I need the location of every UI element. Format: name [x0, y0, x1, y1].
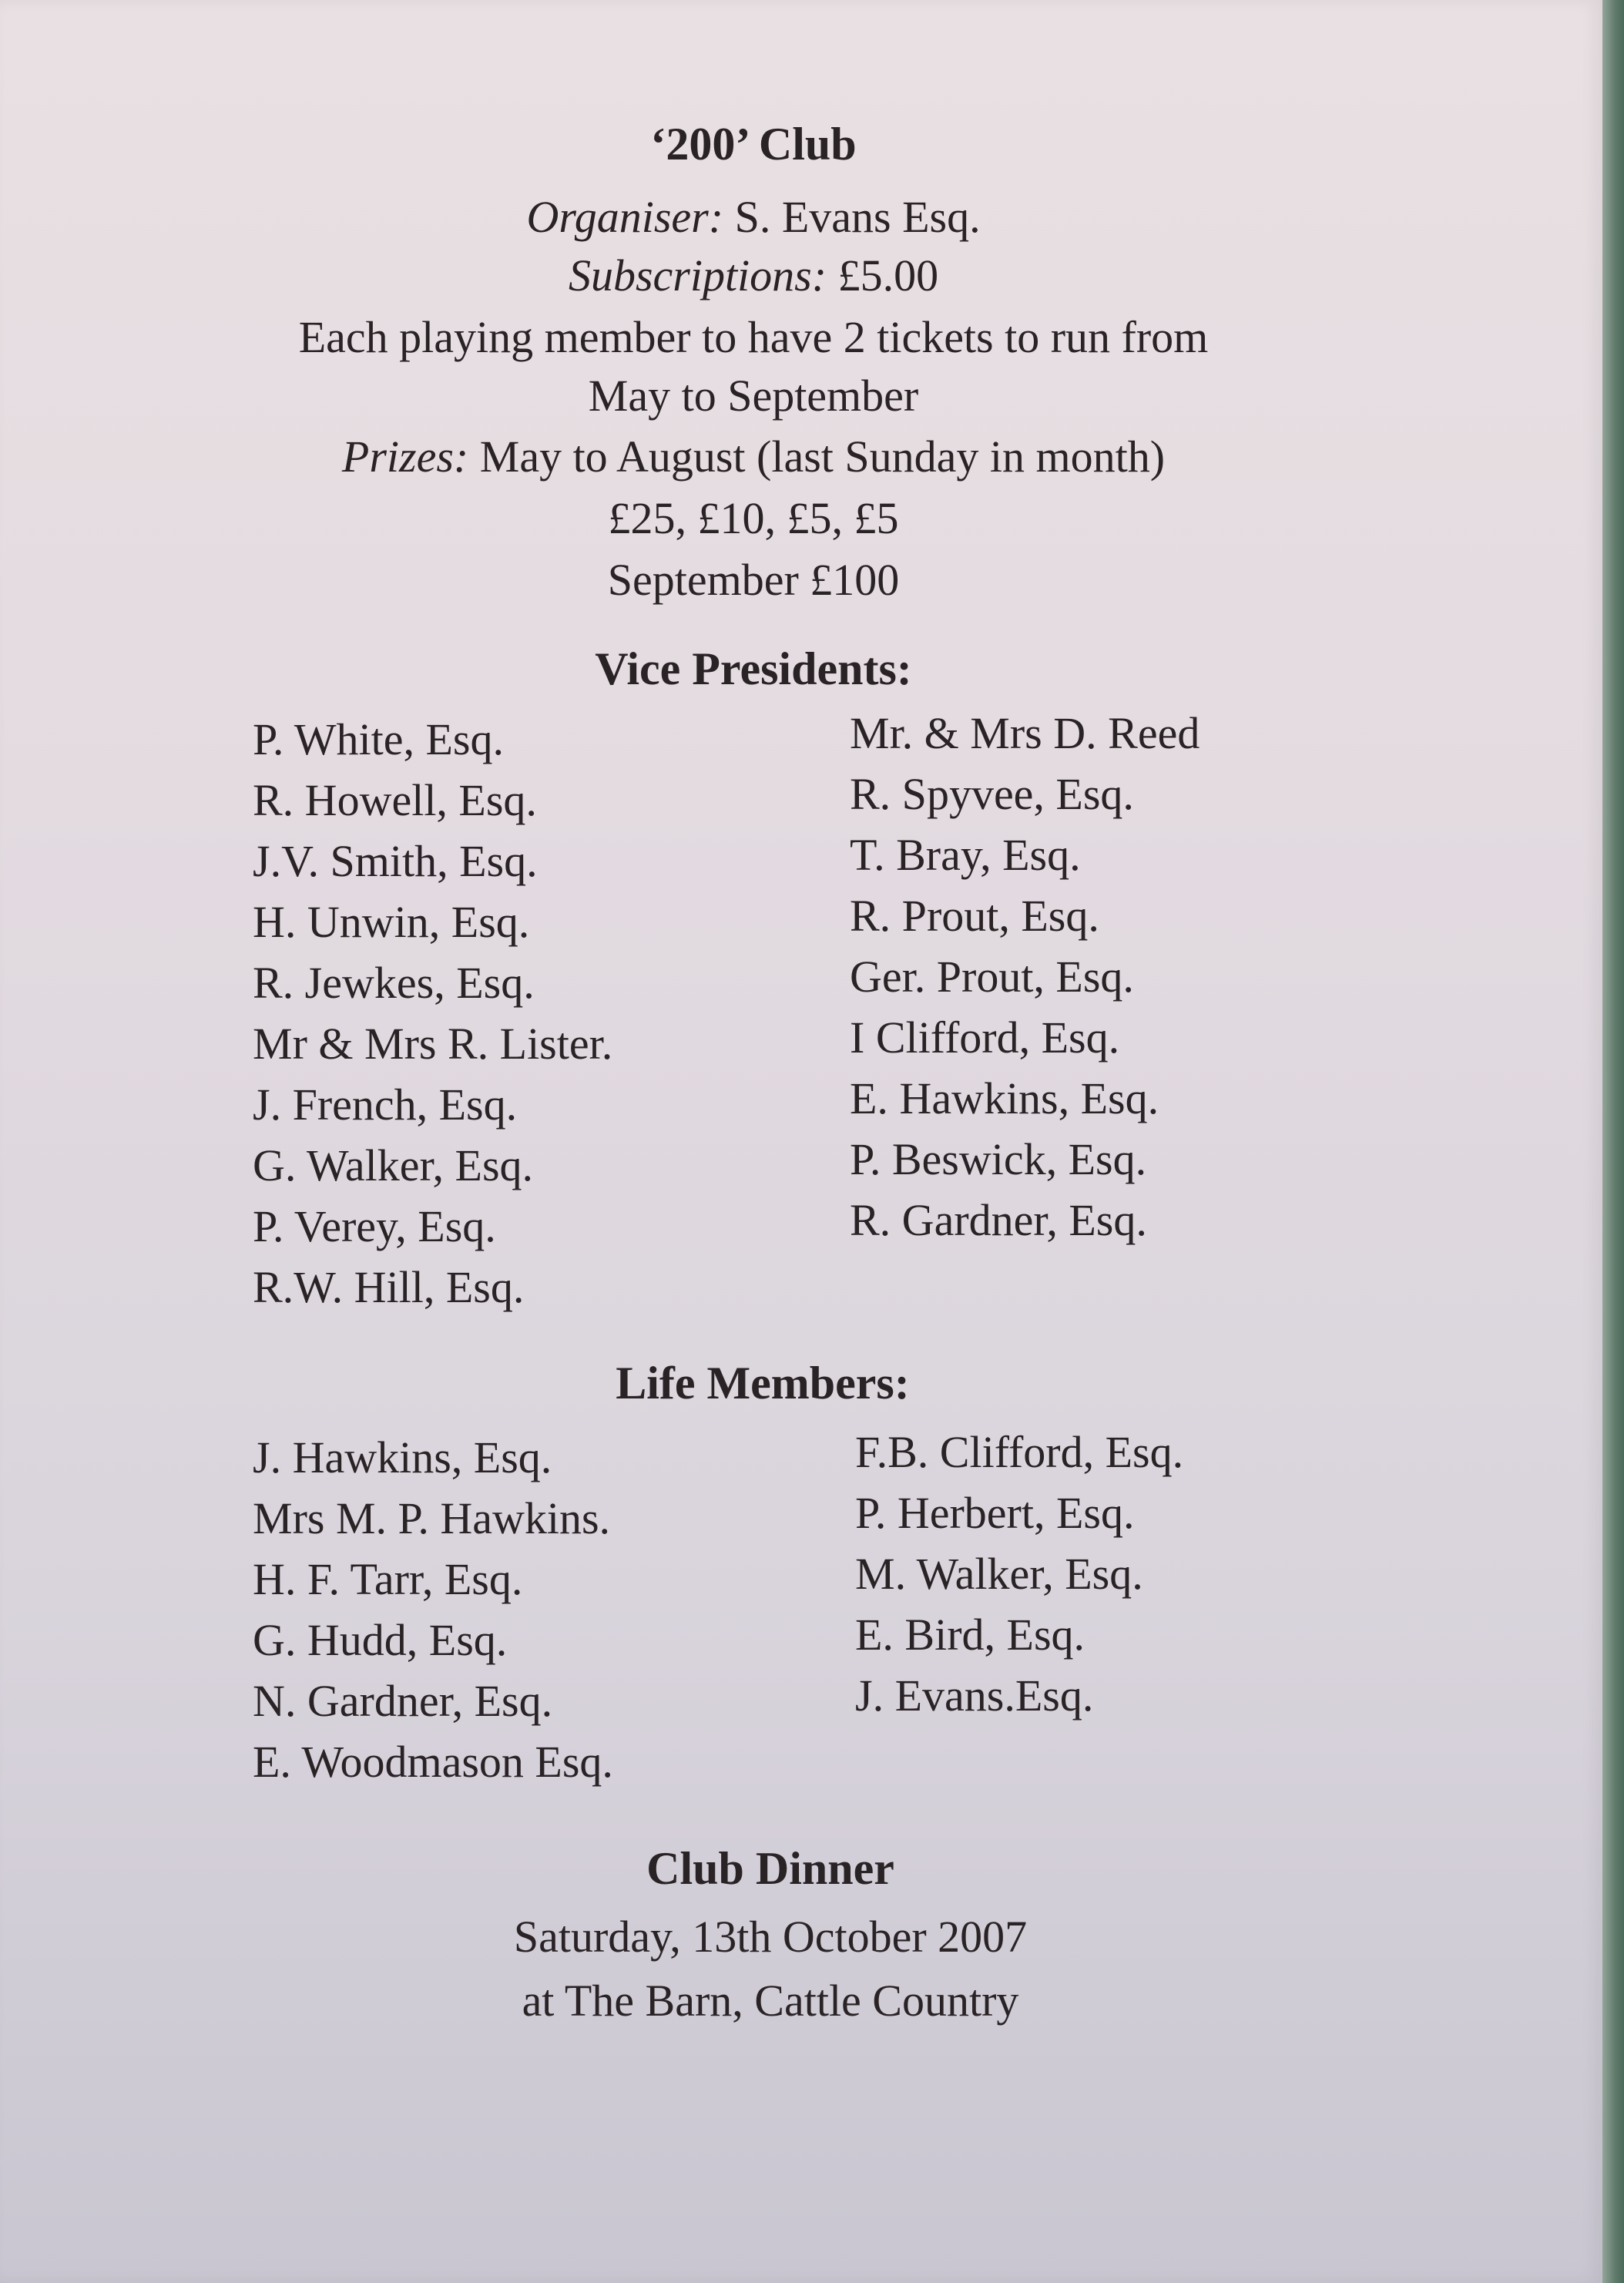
life-members-heading: Life Members:	[616, 1358, 910, 1408]
vice-president-name: P. Beswick, Esq.	[850, 1134, 1147, 1184]
vice-president-name: Ger. Prout, Esq.	[850, 952, 1134, 1002]
life-member-name: Mrs M. P. Hawkins.	[253, 1493, 611, 1543]
september-prize: September £100	[607, 555, 900, 605]
life-member-name: E. Bird, Esq.	[855, 1610, 1085, 1660]
prizes-amounts: £25, £10, £5, £5	[608, 493, 899, 543]
vice-president-name: Mr. & Mrs D. Reed	[850, 708, 1200, 758]
vice-president-name: P. Verey, Esq.	[253, 1201, 496, 1251]
tickets-line-1: Each playing member to have 2 tickets to run from	[298, 312, 1209, 362]
vice-presidents-left-column	[253, 709, 612, 1318]
vice-president-name: P. White, Esq.	[253, 714, 504, 764]
life-member-name: J. Hawkins, Esq.	[253, 1432, 552, 1482]
vice-president-name: I Clifford, Esq.	[850, 1012, 1120, 1063]
tickets-line-2: May to September	[588, 371, 919, 421]
club-dinner-heading: Club Dinner	[646, 1843, 894, 1894]
subscriptions-value: £5.00	[827, 250, 939, 300]
club-dinner-venue: at The Barn, Cattle Country	[522, 1976, 1019, 2026]
vice-president-name: E. Hawkins, Esq.	[850, 1073, 1159, 1123]
life-member-name: H. F. Tarr, Esq.	[253, 1554, 523, 1604]
life-member-name: N. Gardner, Esq.	[253, 1676, 553, 1726]
vice-president-name: R.W. Hill, Esq.	[253, 1262, 525, 1312]
vice-president-name: G. Walker, Esq.	[253, 1140, 534, 1190]
vice-presidents-heading: Vice Presidents:	[595, 643, 912, 694]
life-member-name: F.B. Clifford, Esq.	[855, 1427, 1184, 1477]
life-members-left-column	[253, 1427, 613, 1792]
life-member-name: G. Hudd, Esq.	[253, 1615, 508, 1665]
page-edge	[1602, 0, 1624, 2283]
vice-president-name: R. Gardner, Esq.	[850, 1195, 1147, 1245]
vice-president-name: R. Prout, Esq.	[850, 891, 1099, 941]
vice-president-name: R. Jewkes, Esq.	[253, 958, 535, 1008]
organiser-line	[0, 186, 1555, 248]
vice-president-name: R. Howell, Esq.	[253, 775, 537, 825]
life-member-name: M. Walker, Esq.	[855, 1549, 1143, 1599]
life-member-name: P. Herbert, Esq.	[855, 1488, 1135, 1538]
vice-president-name: H. Unwin, Esq.	[253, 897, 530, 947]
prizes-line	[0, 426, 1555, 488]
prizes-label: Prizes:	[341, 431, 469, 482]
club200-title: ‘200’ Club	[650, 119, 857, 170]
organiser-value: S. Evans Esq.	[723, 192, 981, 242]
life-member-name: J. Evans.Esq.	[855, 1670, 1094, 1721]
vice-presidents-right-column	[850, 703, 1200, 1251]
life-members-right-column	[855, 1422, 1183, 1726]
vice-president-name: Mr & Mrs R. Lister.	[253, 1019, 613, 1069]
vice-president-name: J.V. Smith, Esq.	[253, 836, 538, 886]
subscriptions-label: Subscriptions:	[568, 250, 827, 300]
subscriptions-line	[0, 245, 1555, 307]
vice-president-name: T. Bray, Esq.	[850, 830, 1081, 880]
life-member-name: E. Woodmason Esq.	[253, 1737, 613, 1787]
prizes-value: May to August (last Sunday in month)	[468, 431, 1166, 482]
organiser-label: Organiser:	[526, 192, 724, 242]
vice-president-name: J. French, Esq.	[253, 1079, 518, 1130]
club-dinner-date: Saturday, 13th October 2007	[513, 1912, 1028, 1962]
vice-president-name: R. Spyvee, Esq.	[850, 769, 1134, 819]
